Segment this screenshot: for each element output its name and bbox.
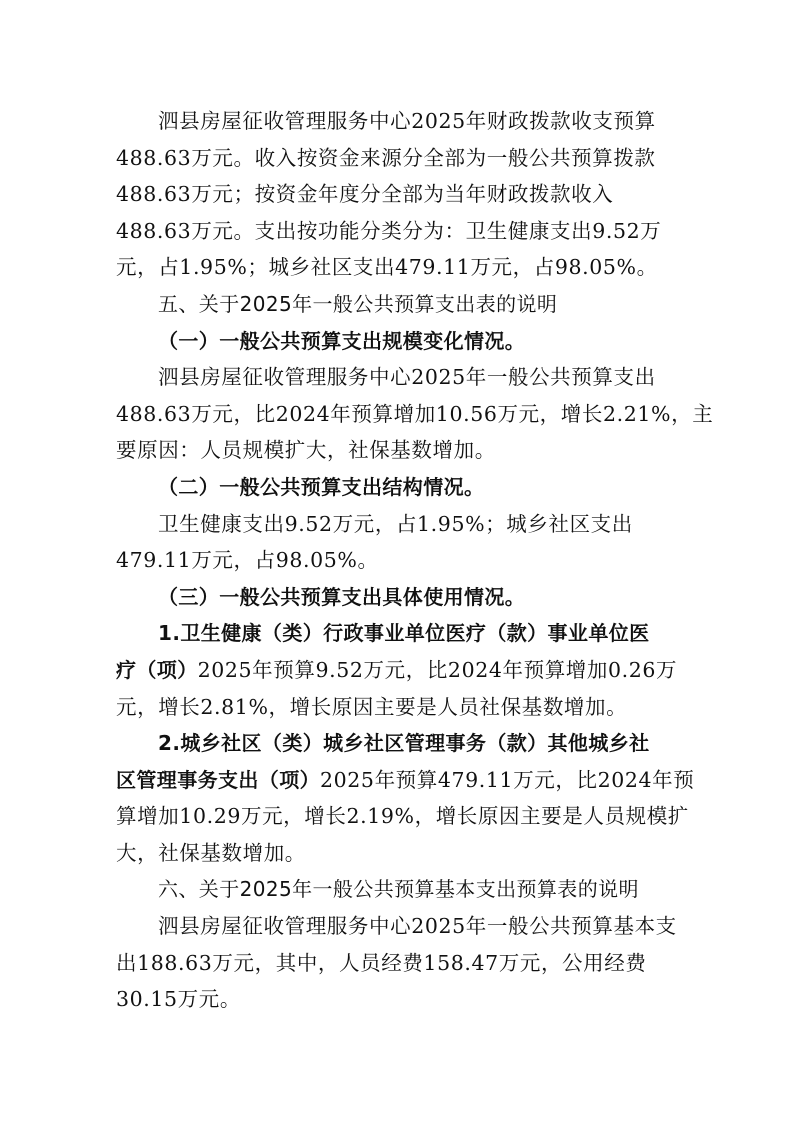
paragraph-line: 元，占1.95%；城乡社区支出479.11万元，占98.05%。	[116, 255, 658, 280]
paragraph-line: 元，增长2.81%，增长原因主要是人员社保基数增加。	[116, 694, 628, 719]
paragraph-line: 488.63万元；按资金年度分全部为当年财政拨款收入	[116, 182, 614, 207]
item-2-title-cont: 区管理事务支出（项）	[116, 767, 320, 792]
subsection-heading-2: （二）一般公共预算支出结构情况。	[158, 474, 485, 499]
item-2-text: 2025年预算479.11万元，比2024年预	[320, 767, 695, 792]
item-2-title: 2.城乡社区（类）城乡社区管理事务（款）其他城乡社	[158, 731, 650, 756]
paragraph-line: 488.63万元，比2024年预算增加10.56万元，增长2.21%，主	[116, 401, 714, 426]
item-1-title-cont: 疗（项）	[116, 657, 198, 682]
paragraph-line: 大，社保基数增加。	[116, 840, 306, 865]
paragraph-line: 卫生健康支出9.52万元，占1.95%；城乡社区支出	[158, 511, 633, 536]
paragraph-line: 要原因：人员规模扩大，社保基数增加。	[116, 438, 496, 463]
item-1-line-2	[116, 652, 683, 689]
paragraph-line: 30.15万元。	[116, 987, 241, 1012]
item-2-line-2	[116, 762, 695, 799]
item-1-title: 1.卫生健康（类）行政事业单位医疗（款）事业单位医	[158, 621, 650, 646]
paragraph-line: 488.63万元。支出按功能分类分为：卫生健康支出9.52万	[116, 218, 662, 243]
paragraph-line: 泗县房屋征收管理服务中心2025年一般公共预算支出	[158, 365, 656, 390]
paragraph-line: 泗县房屋征收管理服务中心2025年一般公共预算基本支	[158, 914, 677, 939]
item-1-text: 2025年预算9.52万元，比2024年预算增加0.26万	[197, 657, 678, 682]
paragraph-line: 479.11万元，占98.05%。	[116, 548, 379, 573]
subsection-heading-3: （三）一般公共预算支出具体使用情况。	[158, 584, 526, 609]
section-heading-6: 六、关于2025年一般公共预算基本支出预算表的说明	[158, 877, 639, 902]
paragraph-line: 算增加10.29万元，增长2.19%，增长原因主要是人员规模扩	[116, 804, 689, 829]
section-heading-5: 五、关于2025年一般公共预算支出表的说明	[158, 291, 558, 316]
subsection-heading-1: （一）一般公共预算支出规模变化情况。	[158, 328, 526, 353]
paragraph-line: 出188.63万元，其中，人员经费158.47万元，公用经费	[116, 950, 647, 975]
paragraph-line: 泗县房屋征收管理服务中心2025年财政拨款收支预算	[158, 109, 656, 133]
paragraph-line: 488.63万元。收入按资金来源分全部为一般公共预算拨款	[116, 145, 656, 170]
